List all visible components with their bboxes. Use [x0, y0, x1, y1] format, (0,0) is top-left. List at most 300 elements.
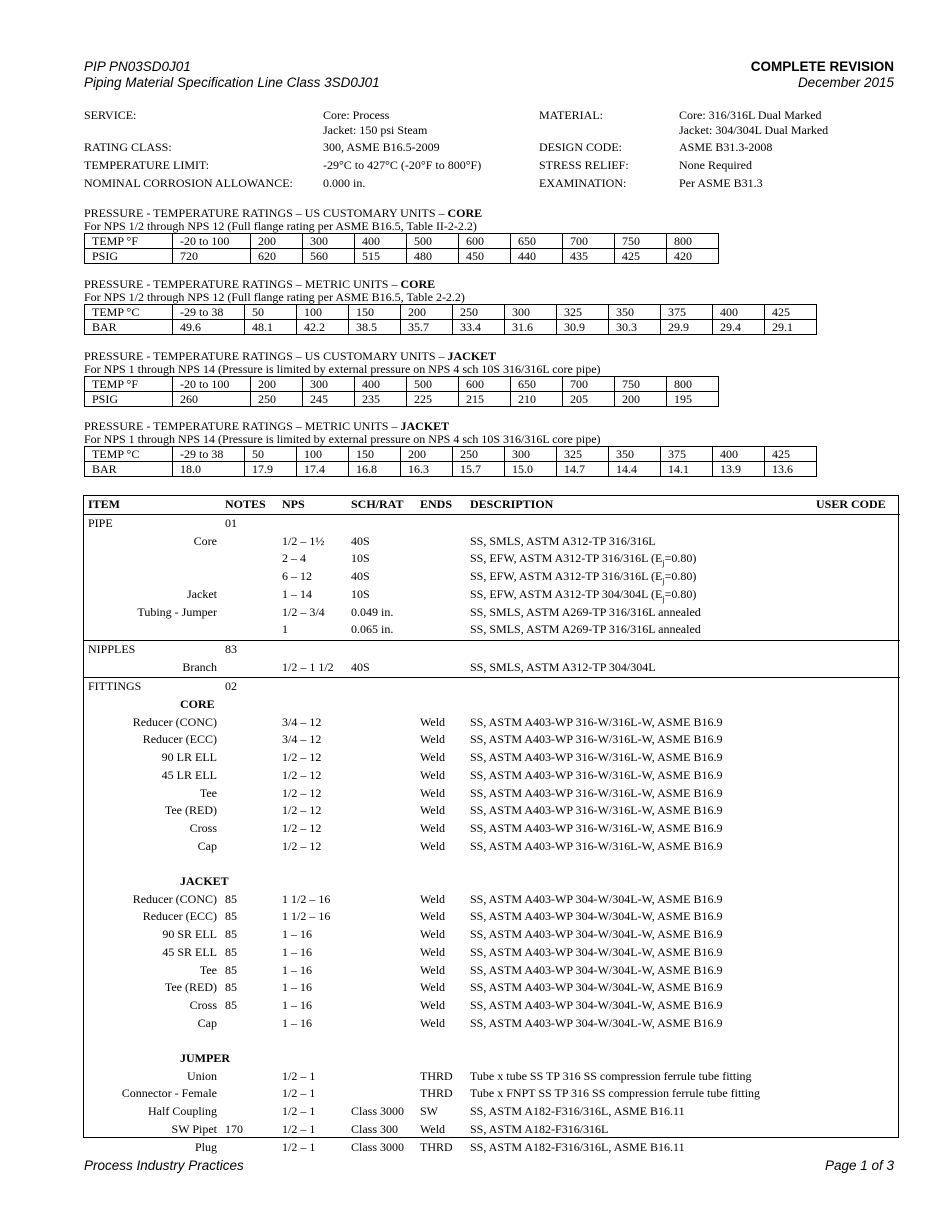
pt-cell: 300 — [303, 377, 355, 392]
pt-cell: 195 — [667, 392, 719, 407]
nps-cell: 1/2 – 1½ — [282, 533, 325, 548]
item-label: Cap — [197, 838, 217, 853]
pt-cell: 375 — [661, 447, 713, 462]
pt-cell: 700 — [563, 377, 615, 392]
description-cell — [470, 979, 722, 997]
pt-cell: 17.9 — [245, 462, 297, 477]
header-description: DESCRIPTION — [470, 497, 554, 511]
description-cell — [470, 714, 722, 732]
description-text: SS, ASTM A403-WP 304-W/304L-W, ASME B16.9 — [470, 1015, 723, 1030]
description-text: SS, SMLS, ASTM A269-TP 316/316L annealed — [470, 604, 701, 619]
description-text: SS, ASTM A403-WP 316-W/316L-W, ASME B16.9 — [470, 838, 723, 853]
description-text: SS, EFW, ASTM A312-TP 304/304L (E — [470, 586, 663, 601]
item-label: Cap — [197, 1015, 217, 1030]
pt-table-subtitle: For NPS 1 through NPS 14 (Pressure is limited by external pressure on NPS 4 sch 10S 316/316L core pipe) — [84, 362, 601, 376]
pt-cell: 17.4 — [297, 462, 349, 477]
description-text: SS, SMLS, ASTM A269-TP 316/316L annealed — [470, 622, 701, 637]
pt-cell: 13.9 — [713, 462, 765, 477]
notes-cell: 85 — [225, 962, 237, 977]
pt-cell: 30.3 — [609, 320, 661, 335]
pt-table-subtitle: For NPS 1/2 through NPS 12 (Full flange rating per ASME B16.5, Table II-2-2.2) — [84, 219, 477, 233]
nps-cell: 1/2 – 12 — [282, 767, 322, 782]
rating-value: 300, ASME B16.5-2009 — [323, 140, 440, 154]
footer-left: Process Industry Practices — [84, 1158, 244, 1173]
description-cell — [470, 1103, 685, 1121]
table-row — [84, 1068, 900, 1086]
description-text: SS, ASTM A403-WP 304-W/304L-W, ASME B16.9 — [470, 909, 723, 924]
description-text: SS, ASTM A182-F316/316L — [470, 1121, 609, 1136]
description-subscript: j — [662, 594, 665, 604]
description-text: SS, ASTM A403-WP 316-W/316L-W, ASME B16.9 — [470, 785, 723, 800]
material-table — [83, 495, 899, 1154]
nps-cell: 1/2 – 1 — [282, 1121, 316, 1136]
description-cell — [470, 621, 701, 639]
pt-cell: 42.2 — [297, 320, 349, 335]
pt-cell: 720 — [173, 249, 251, 264]
pt-pressure-row — [85, 249, 719, 264]
description-cell — [470, 997, 722, 1015]
ends-cell: Weld — [420, 838, 446, 853]
pt-row-label: BAR — [85, 320, 173, 335]
description-subscript: j — [662, 576, 665, 586]
notes-cell: 170 — [225, 1121, 243, 1136]
description-cell — [470, 944, 722, 962]
description-cell — [470, 908, 722, 926]
description-cell — [470, 926, 722, 944]
pt-cell: 14.7 — [557, 462, 609, 477]
description-cell — [470, 1139, 685, 1157]
description-text: Tube x FNPT SS TP 316 SS compression ferrule tube fitting — [470, 1086, 761, 1101]
description-cell — [470, 1068, 752, 1086]
table-row — [84, 855, 900, 873]
table-row — [84, 979, 900, 997]
ends-cell: THRD — [420, 1086, 453, 1101]
ends-cell: Weld — [420, 1121, 446, 1136]
nps-cell: 1/2 – 12 — [282, 750, 322, 765]
pt-cell: 325 — [557, 305, 609, 320]
header-item: ITEM — [88, 497, 121, 511]
pt-table-block — [84, 207, 719, 264]
ends-cell: Weld — [420, 962, 446, 977]
pt-cell: 35.7 — [401, 320, 453, 335]
item-label: Jacket — [187, 586, 217, 601]
pt-cell: 215 — [459, 392, 511, 407]
pt-cell: 375 — [661, 305, 713, 320]
pt-cell: 400 — [713, 305, 765, 320]
table-row — [84, 1139, 900, 1157]
nps-cell: 1/2 – 1 — [282, 1068, 316, 1083]
pt-cell: 50 — [245, 447, 297, 462]
pt-cell: 15.7 — [453, 462, 505, 477]
nps-cell: 1 – 16 — [282, 997, 312, 1012]
item-label: Tee (RED) — [164, 803, 217, 818]
pt-title-bold: JACKET — [400, 419, 450, 433]
nps-cell: 1 – 16 — [282, 1015, 312, 1030]
pt-cell: 14.1 — [661, 462, 713, 477]
nps-cell: 1/2 – 3/4 — [282, 604, 325, 619]
pt-cell: 250 — [453, 305, 505, 320]
nps-cell: 1 – 16 — [282, 927, 312, 942]
pt-title-bold: JACKET — [447, 349, 497, 363]
table-row — [84, 714, 900, 732]
pt-cell: 150 — [349, 447, 401, 462]
pt-table — [84, 446, 817, 477]
temp-label: TEMPERATURE LIMIT: — [84, 158, 210, 172]
pt-cell: 200 — [401, 447, 453, 462]
description-text: SS, ASTM A403-WP 316-W/316L-W, ASME B16.9 — [470, 750, 723, 765]
temp-value: -29°C to 427°C (-20°F to 800°F) — [323, 158, 482, 172]
table-row — [84, 1121, 900, 1139]
sch-cell: Class 300 — [351, 1121, 399, 1136]
description-text: SS, ASTM A403-WP 316-W/316L-W, ASME B16.9 — [470, 732, 723, 747]
pt-cell: 235 — [355, 392, 407, 407]
pt-title-bold: CORE — [400, 277, 436, 291]
ends-cell: Weld — [420, 803, 446, 818]
item-label: Half Coupling — [148, 1104, 217, 1119]
nps-cell: 1/2 – 12 — [282, 838, 322, 853]
pt-cell: 29.4 — [713, 320, 765, 335]
pt-cell: 420 — [667, 249, 719, 264]
ends-cell: Weld — [420, 750, 446, 765]
pt-table-block — [84, 420, 817, 477]
pt-temp-row — [85, 447, 817, 462]
group-label: CORE — [180, 697, 215, 711]
item-label: Cross — [189, 820, 217, 835]
pt-cell: 515 — [355, 249, 407, 264]
pt-cell: 48.1 — [245, 320, 297, 335]
ends-cell: Weld — [420, 891, 446, 906]
notes-cell: 85 — [225, 980, 237, 995]
pt-cell: 750 — [615, 234, 667, 249]
table-row — [84, 926, 900, 944]
description-tail: =0.80) — [664, 586, 697, 601]
group-label: JACKET — [180, 874, 229, 888]
material-jacket: Jacket: 304/304L Dual Marked — [679, 123, 829, 137]
pt-cell: 100 — [297, 447, 349, 462]
table-row — [84, 678, 900, 696]
description-text: SS, ASTM A403-WP 304-W/304L-W, ASME B16.9 — [470, 944, 723, 959]
table-row — [84, 533, 900, 551]
pt-cell: 29.1 — [765, 320, 817, 335]
nps-cell: 1/2 – 12 — [282, 820, 322, 835]
pt-cell: 800 — [667, 234, 719, 249]
ends-cell: Weld — [420, 732, 446, 747]
pt-row-label: PSIG — [85, 392, 173, 407]
pt-cell: 245 — [303, 392, 355, 407]
sch-cell: Class 3000 — [351, 1139, 405, 1154]
pt-title-text: PRESSURE - TEMPERATURE RATINGS – US CUSTOMARY UNITS – — [84, 206, 448, 220]
ends-cell: Weld — [420, 785, 446, 800]
pt-cell: 800 — [667, 377, 719, 392]
pt-cell: 18.0 — [173, 462, 245, 477]
pt-cell: 300 — [505, 447, 557, 462]
material-label: MATERIAL: — [539, 108, 603, 122]
nps-cell: 1 – 14 — [282, 586, 312, 601]
ends-cell: Weld — [420, 909, 446, 924]
ends-cell: Weld — [420, 980, 446, 995]
item-label: SW Pipet — [171, 1121, 217, 1136]
pt-cell: 425 — [615, 249, 667, 264]
description-cell — [470, 659, 656, 677]
pt-cell: 13.6 — [765, 462, 817, 477]
pt-cell: 500 — [407, 377, 459, 392]
notes-cell: 83 — [225, 641, 237, 656]
pt-pressure-row — [85, 462, 817, 477]
description-cell — [470, 604, 701, 622]
pt-cell: 33.4 — [453, 320, 505, 335]
description-text: Tube x tube SS TP 316 SS compression ferrule tube fitting — [470, 1068, 752, 1083]
description-text: SS, ASTM A403-WP 304-W/304L-W, ASME B16.9 — [470, 997, 723, 1012]
pt-cell: 29.9 — [661, 320, 713, 335]
item-label: Core — [193, 533, 217, 548]
pt-cell: -20 to 100 — [173, 234, 251, 249]
pt-cell: 480 — [407, 249, 459, 264]
item-label: Union — [187, 1068, 217, 1083]
exam-value: Per ASME B31.3 — [679, 176, 763, 190]
pt-cell: 440 — [511, 249, 563, 264]
description-subscript: j — [662, 558, 665, 568]
pt-row-label: PSIG — [85, 249, 173, 264]
pt-temp-row — [85, 234, 719, 249]
pt-cell: 38.5 — [349, 320, 401, 335]
pt-table-block — [84, 278, 817, 335]
service-jacket: Jacket: 150 psi Steam — [323, 123, 428, 137]
pt-table — [84, 376, 719, 407]
pt-table-subtitle: For NPS 1/2 through NPS 12 (Full flange rating per ASME B16.5, Table 2-2.2) — [84, 290, 465, 304]
ends-cell: Weld — [420, 767, 446, 782]
table-row — [84, 891, 900, 909]
nps-cell: 6 – 12 — [282, 569, 312, 584]
pt-table — [84, 304, 817, 335]
description-text: SS, ASTM A403-WP 304-W/304L-W, ASME B16.9 — [470, 980, 723, 995]
pt-title-text: PRESSURE - TEMPERATURE RATINGS – US CUSTOMARY UNITS – — [84, 349, 448, 363]
corrosion-value: 0.000 in. — [323, 176, 366, 190]
revision-date: December 2015 — [797, 75, 894, 90]
group-label: JUMPER — [180, 1051, 230, 1065]
description-cell — [470, 962, 722, 980]
description-cell — [470, 767, 722, 785]
table-row — [84, 767, 900, 785]
description-cell — [470, 568, 696, 586]
pt-cell: 600 — [459, 234, 511, 249]
service-label: SERVICE: — [84, 108, 137, 122]
item-label: Connector - Female — [121, 1086, 217, 1101]
item-label: 45 LR ELL — [161, 767, 217, 782]
description-cell — [470, 533, 656, 551]
table-row — [84, 908, 900, 926]
pt-cell: 205 — [563, 392, 615, 407]
ends-cell: Weld — [420, 1015, 446, 1030]
table-row — [84, 838, 900, 856]
sch-cell: 10S — [351, 586, 370, 601]
table-row — [84, 659, 900, 677]
description-cell — [470, 1085, 760, 1103]
description-text: SS, SMLS, ASTM A312-TP 304/304L — [470, 659, 656, 674]
description-tail: =0.80) — [664, 551, 697, 566]
exam-label: EXAMINATION: — [539, 176, 627, 190]
table-row — [84, 550, 900, 568]
item-label: 90 LR ELL — [161, 750, 217, 765]
item-label: Reducer (ECC) — [142, 732, 217, 747]
pt-cell: 450 — [459, 249, 511, 264]
pt-temp-row — [85, 377, 719, 392]
description-cell — [470, 1015, 722, 1033]
pt-cell: 16.8 — [349, 462, 401, 477]
table-row — [84, 641, 900, 659]
nps-cell: 1/2 – 12 — [282, 785, 322, 800]
nps-cell: 1 1/2 – 16 — [282, 891, 331, 906]
item-label: Reducer (CONC) — [132, 891, 217, 906]
pt-cell: 225 — [407, 392, 459, 407]
description-cell — [470, 820, 722, 838]
table-row — [84, 568, 900, 586]
ends-cell: THRD — [420, 1068, 453, 1083]
design-value: ASME B31.3-2008 — [679, 140, 773, 154]
pt-cell: 14.4 — [609, 462, 661, 477]
pt-cell: 650 — [511, 234, 563, 249]
pt-cell: 250 — [453, 447, 505, 462]
stress-label: STRESS RELIEF: — [539, 158, 629, 172]
description-cell — [470, 802, 722, 820]
table-row — [84, 1032, 900, 1050]
footer-page: Page 1 of 3 — [824, 1158, 894, 1173]
item-label: Tee — [199, 962, 217, 977]
pt-row-label: TEMP °C — [85, 447, 173, 462]
category-label: NIPPLES — [88, 641, 136, 656]
pt-cell: 400 — [355, 234, 407, 249]
corrosion-label: NOMINAL CORROSION ALLOWANCE: — [84, 176, 293, 190]
pt-cell: 620 — [251, 249, 303, 264]
pt-row-label: TEMP °F — [85, 377, 173, 392]
description-text: SS, EFW, ASTM A312-TP 316/316L (E — [470, 569, 663, 584]
pt-cell: 50 — [245, 305, 297, 320]
notes-cell: 85 — [225, 944, 237, 959]
table-row — [84, 785, 900, 803]
pt-cell: 650 — [511, 377, 563, 392]
table-row — [84, 1085, 900, 1103]
description-text: SS, ASTM A403-WP 316-W/316L-W, ASME B16.9 — [470, 714, 723, 729]
doc-title: Piping Material Specification Line Class 3SD0J01 — [84, 75, 380, 90]
item-label: Tee (RED) — [164, 980, 217, 995]
design-label: DESIGN CODE: — [539, 140, 622, 154]
pt-cell: 250 — [251, 392, 303, 407]
table-row — [84, 1103, 900, 1121]
ends-cell: Weld — [420, 997, 446, 1012]
service-core: Core: Process — [323, 108, 390, 122]
description-cell — [470, 838, 722, 856]
description-cell — [470, 891, 722, 909]
pt-row-label: BAR — [85, 462, 173, 477]
table-row — [84, 820, 900, 838]
pt-cell: 150 — [349, 305, 401, 320]
description-cell — [470, 749, 722, 767]
description-text: SS, ASTM A182-F316/316L, ASME B16.11 — [470, 1139, 685, 1154]
pt-cell: 600 — [459, 377, 511, 392]
nps-cell: 1 – 16 — [282, 980, 312, 995]
pt-title-text: PRESSURE - TEMPERATURE RATINGS – METRIC UNITS – — [84, 277, 401, 291]
sch-cell: Class 3000 — [351, 1104, 405, 1119]
ends-cell: Weld — [420, 820, 446, 835]
description-text: SS, ASTM A182-F316/316L, ASME B16.11 — [470, 1104, 685, 1119]
header-user-code: USER CODE — [816, 497, 886, 511]
pt-pressure-row — [85, 392, 719, 407]
notes-cell: 85 — [225, 909, 237, 924]
description-text: SS, ASTM A403-WP 304-W/304L-W, ASME B16.9 — [470, 927, 723, 942]
pt-cell: -29 to 38 — [173, 305, 245, 320]
pt-cell: 500 — [407, 234, 459, 249]
notes-cell: 85 — [225, 891, 237, 906]
pt-cell: 49.6 — [173, 320, 245, 335]
pt-cell: 200 — [615, 392, 667, 407]
nps-cell: 1/2 – 1 — [282, 1086, 316, 1101]
pt-row-label: TEMP °C — [85, 305, 173, 320]
description-cell — [470, 785, 722, 803]
table-row — [84, 621, 900, 639]
pt-cell: 750 — [615, 377, 667, 392]
ends-cell: Weld — [420, 927, 446, 942]
pt-table-subtitle: For NPS 1 through NPS 14 (Pressure is limited by external pressure on NPS 4 sch 10S 316/316L core pipe) — [84, 432, 601, 446]
nps-cell: 3/4 – 12 — [282, 714, 322, 729]
nps-cell: 1 – 16 — [282, 944, 312, 959]
rating-label: RATING CLASS: — [84, 140, 172, 154]
item-label: Cross — [189, 997, 217, 1012]
item-label: Tubing - Jumper — [137, 604, 217, 619]
pt-cell: 210 — [511, 392, 563, 407]
description-text: SS, ASTM A403-WP 316-W/316L-W, ASME B16.9 — [470, 767, 723, 782]
pt-row-label: TEMP °F — [85, 234, 173, 249]
nps-cell: 3/4 – 12 — [282, 732, 322, 747]
pt-cell: -29 to 38 — [173, 447, 245, 462]
header-nps: NPS — [282, 497, 305, 511]
description-cell — [470, 731, 722, 749]
notes-cell: 85 — [225, 997, 237, 1012]
sch-cell: 0.065 in. — [351, 622, 394, 637]
description-cell — [470, 586, 696, 604]
sch-cell: 10S — [351, 551, 370, 566]
table-row — [84, 802, 900, 820]
pt-table — [84, 233, 719, 264]
pt-cell: 400 — [355, 377, 407, 392]
material-core: Core: 316/316L Dual Marked — [679, 108, 822, 122]
nps-cell: 1 1/2 – 16 — [282, 909, 331, 924]
table-row — [84, 962, 900, 980]
doc-id: PIP PN03SD0J01 — [84, 59, 191, 74]
description-text: SS, ASTM A403-WP 304-W/304L-W, ASME B16.9 — [470, 962, 723, 977]
nps-cell: 1/2 – 1 — [282, 1139, 316, 1154]
table-row — [84, 515, 900, 533]
pt-cell: 700 — [563, 234, 615, 249]
sch-cell: 40S — [351, 569, 370, 584]
sch-cell: 0.049 in. — [351, 604, 394, 619]
header-ends: ENDS — [420, 497, 453, 511]
table-row — [84, 873, 900, 891]
pt-cell: 300 — [505, 305, 557, 320]
item-label: Reducer (ECC) — [142, 909, 217, 924]
table-row — [84, 1015, 900, 1033]
nps-cell: 1/2 – 1 1/2 — [282, 659, 334, 674]
pt-title-bold: CORE — [447, 206, 483, 220]
revision-label: COMPLETE REVISION — [750, 59, 894, 74]
item-label: Branch — [182, 659, 217, 674]
description-cell — [470, 550, 696, 568]
item-label: Reducer (CONC) — [132, 714, 217, 729]
item-label: Plug — [194, 1139, 217, 1154]
pt-table-block — [84, 350, 719, 407]
pt-cell: 30.9 — [557, 320, 609, 335]
pt-pressure-row — [85, 320, 817, 335]
header-sch: SCH/RAT — [351, 497, 404, 511]
table-row — [84, 749, 900, 767]
